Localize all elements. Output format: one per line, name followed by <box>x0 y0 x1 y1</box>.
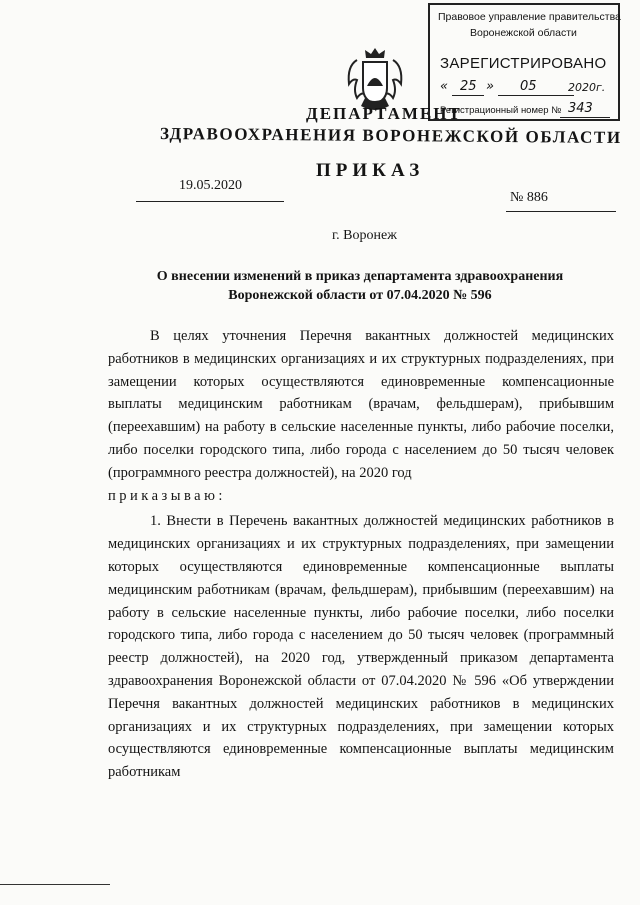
order-number-field <box>506 190 616 212</box>
stamp-reg-number-label: Регистрационный номер № <box>440 105 562 116</box>
order-item-1: 1. Внести в Перечень вакантных должностей медицинских работников в медицинских организациях и их структурных подразделениях, при замещении которых осуществляются единовременные компенсационные выплаты медицинским работникам (врачам, фельдшерам), прибывшим (переехавшим) на работу в сельские населенные пункты, либо рабочие поселки, либо поселки городского типа, либо города с населением до 50 тысяч человек (программный реестр должностей), на 2020 год, утвержденный приказом департамента здравоохранения Воронежской области от 07.04.2020 № 596 «Об утверждении Перечня вакантных должностей медицинских работников в медицинских организациях и их структурных подразделениях, при замещении которых осуществляются единовременные компенсационные выплаты медицинским работникам <box>108 513 614 781</box>
stamp-year: 2020г. <box>568 81 606 94</box>
order-date-field <box>136 178 284 202</box>
stamp-date: « 25 » 05 2020г. <box>440 79 606 94</box>
stamp-reg-number: 343 <box>568 101 593 116</box>
department-line-2: ЗДРАВООХРАНЕНИЯ ВОРОНЕЖСКОЙ ОБЛАСТИ <box>159 124 622 148</box>
stamp-registered-label: ЗАРЕГИСТРИРОВАНО <box>440 55 607 72</box>
preamble-paragraph: В целях уточнения Перечня вакантных должностей медицинских работников в медицинских организациях и их структурных подразделениях, при замещении которых осуществляются единовременные компенсационные выплаты медицинским работникам (врачам, фельдшерам), прибывшим (переехавшим) на работу в сельские населенные пункты, либо рабочие поселки, либо поселки городского типа, либо города с населением до 50 тысяч человек (программного реестра должностей), на 2020 год <box>108 328 614 481</box>
department-line-1: ДЕПАРТАМЕНТ <box>306 104 462 123</box>
stamp-region-line: Воронежской области <box>470 27 577 39</box>
issue-city: г. Воронеж <box>332 228 397 243</box>
stamp-authority-line: Правовое управление правительства <box>438 11 621 23</box>
footnote-separator <box>0 884 110 885</box>
stamp-month: 05 <box>520 79 537 94</box>
stamp-day: 25 <box>460 79 477 94</box>
order-number: № 886 <box>510 190 548 205</box>
order-subject: О внесении изменений в приказ департамента здравоохранения Воронежской области от 07.04.2020 № 596 <box>156 269 564 303</box>
order-body <box>108 325 614 784</box>
order-word: приказываю: <box>108 487 226 504</box>
order-date: 19.05.2020 <box>179 178 242 193</box>
document-type-title: ПРИКАЗ <box>316 160 425 181</box>
